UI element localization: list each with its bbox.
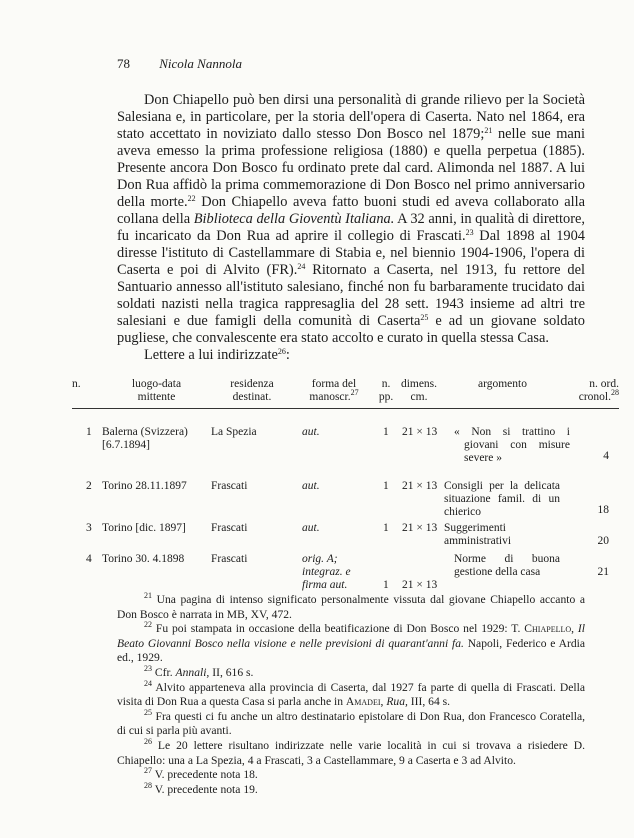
- footnote-ref: 22: [187, 194, 196, 203]
- cell-argomento: Consigli per la delicata situazione famil. di un chierico: [444, 480, 560, 518]
- italic-text: Biblioteca della Gioventù Italiana.: [193, 211, 395, 227]
- cell-argomento: Norme di buona gestione della casa: [454, 553, 560, 578]
- footnote-ref: 21: [484, 126, 493, 135]
- header-n: n.: [72, 378, 81, 390]
- header-nord: [567, 378, 619, 404]
- body-text: [117, 92, 585, 364]
- cell-residenza: La Spezia: [211, 426, 257, 438]
- header-dimens: dimens. cm.: [400, 378, 438, 403]
- header-forma-label: forma del manoscr.: [309, 378, 357, 403]
- author-name: Amadei: [345, 695, 381, 709]
- cell-pp: 1: [383, 522, 389, 534]
- cell-argomento: Suggerimenti amministrativi: [444, 522, 512, 547]
- cell-dimens: 21 × 13: [402, 480, 438, 492]
- footnote: $^{28}$ V. precedente nota 19.: [144, 780, 258, 796]
- table-row: [72, 426, 619, 480]
- italic-text: Rua,: [386, 695, 408, 709]
- cell-n: 4: [86, 553, 92, 565]
- header-nord-label: n. ord. cronol.: [578, 378, 619, 403]
- letters-intro: Lettere a lui indirizzate$^{26}$:: [144, 347, 290, 363]
- letters-table: [72, 378, 619, 597]
- cell-forma: aut.: [302, 426, 320, 438]
- cell-nord: 18: [597, 504, 609, 516]
- footnote-ref: 23: [465, 228, 474, 237]
- footnote: $^{23}$ Cfr. Annali, II, 616 s.: [144, 663, 254, 679]
- running-header: [117, 56, 242, 72]
- header-luogo: luogo-data mittente: [131, 378, 182, 403]
- footnote: $^{27}$ V. precedente nota 18.: [144, 766, 258, 782]
- cell-argomento: « Non si trattino i giovani con misure severe »: [454, 426, 570, 464]
- header-forma: [298, 378, 370, 404]
- footnote: $^{22}$ Fu poi stampata in occasione della beatificazione di Don Bosco nel 1929: T. Chiapello, Il Beato Giovanni Bosco nella visione e nelle previsioni di quarant'anni fa. Napoli, Federico e Ardia ed., 1929.: [117, 620, 586, 665]
- cell-luogo: Balerna (Svizzera) [6.7.1894]: [102, 426, 188, 451]
- header-pp: n. pp.: [378, 378, 394, 403]
- cell-nord: 20: [597, 535, 609, 547]
- cell-dimens: 21 × 13: [402, 522, 438, 534]
- footnote-ref: 26: [144, 736, 152, 746]
- cell-luogo: Torino 30. 4.1898: [102, 553, 185, 565]
- cell-forma: aut.: [302, 480, 320, 492]
- footnote-ref: 24: [297, 262, 306, 271]
- footnote-ref: 25: [420, 313, 429, 322]
- table-row: [72, 522, 619, 553]
- cell-luogo: Torino [dic. 1897]: [102, 522, 186, 534]
- cell-nord: 4: [603, 450, 609, 462]
- footnotes: [117, 593, 585, 797]
- footnote-ref: 25: [144, 707, 152, 717]
- cell-residenza: Frascati: [211, 480, 248, 492]
- footnote-ref: 26: [277, 347, 286, 356]
- footnote-ref: 28: [144, 780, 152, 790]
- table-row: [72, 553, 619, 597]
- table-row: [72, 480, 619, 522]
- cell-n: 3: [86, 522, 92, 534]
- footnote-ref: 21: [144, 591, 152, 600]
- footnote: $^{24}$ Alvito apparteneva alla provincia di Caserta, dal 1927 fa parte di quella di Frascati. Della visita di Don Rua a questa Casa si parla anche in Amadei, Rua, III, 64 s.: [117, 678, 585, 709]
- cell-luogo: Torino 28.11.1897: [102, 480, 187, 492]
- page-number: 78: [117, 56, 130, 71]
- footnote-ref: 23: [144, 663, 152, 673]
- cell-residenza: Frascati: [211, 522, 248, 534]
- cell-n: 2: [86, 480, 92, 492]
- header-nord-note: 28: [611, 388, 619, 397]
- footnote-ref: 27: [144, 766, 152, 776]
- cell-pp: 1: [383, 480, 389, 492]
- italic-text: Annali,: [175, 665, 210, 679]
- header-forma-note: 27: [350, 388, 359, 397]
- cell-dimens: 21 × 13: [402, 426, 438, 438]
- cell-pp: 1: [383, 579, 389, 591]
- cell-forma: orig. A; integraz. e firma aut.: [302, 553, 351, 591]
- italic-text: Il Beato Giovanni Bosco nella visione e nelle previsioni di quarant'anni fa.: [117, 622, 586, 650]
- header-argomento: argomento: [478, 378, 527, 390]
- cell-n: 1: [86, 426, 92, 438]
- running-author: Nicola Nannola: [159, 56, 242, 71]
- cell-pp: 1: [383, 426, 389, 438]
- footnote: $^{21}$ Una pagina di intenso significato personalmente vissuta dal giovane Chiapello accanto a Don Bosco è narrata in MB, XV, 472.: [117, 591, 585, 621]
- cell-dimens: 21 × 13: [402, 579, 438, 591]
- cell-forma: aut.: [302, 522, 320, 534]
- table-header: [72, 378, 619, 409]
- body-paragraph: Don Chiapello può ben dirsi una personalità di grande rilievo per la Società Salesiana e, in particolare, per la storia dell'opera di Caserta. Nato nel 1864, era stato accettato in noviziato dallo stesso Don Bosco nel 1879;$^{21}$ nelle sue mani aveva emesso la prima professione religiosa (1880) e quella perpetua (1885). Presente ancora Don Bosco fu ordinato prete dal card. Alimonda nel 1887. A lui Don Rua affidò la prima commemorazione di Don Bosco nel primo anniversario della morte.$^{22}$ Don Chiapello aveva fatto buoni studi ed aveva collaborato alla collana della Biblioteca della Gioventù Italiana. A 32 anni, in qualità di direttore, fu incaricato da Don Rua ad aprire il collegio di Frascati.$^{23}$ Dal 1898 al 1904 diresse l'istituto di Castellammare di Stabia e, nel biennio 1904-1906, l'opera di Caserta e poi di Alvito (FR).$^{24}$ Ritornato a Caserta, nel 1913, fu rettore del Santuario annesso all'istituto salesiano, finché non fu barbaramente trucidato dai soldati nazisti nella tragica rappresaglia del 28 sett. 1943 insieme ad altri tre salesiani e due famigli della comunità di Caserta$^{25}$ e ad un giovane soldato pugliese, che convalescente era stato accolto e curato in quella stessa Casa.: [117, 92, 586, 346]
- footnote: $^{25}$ Fra questi ci fu anche un altro destinatario epistolare di Don Rua, don Francesco Coratella, di cui si parla più avanti.: [117, 707, 585, 738]
- footnote-ref: 24: [144, 678, 152, 688]
- author-name: Chiapello: [524, 622, 572, 636]
- header-residenza: residenza destinat.: [230, 378, 274, 403]
- footnote-ref: 22: [144, 620, 152, 630]
- cell-residenza: Frascati: [211, 553, 248, 565]
- footnote: $^{26}$ Le 20 lettere risultano indirizzate nelle varie località in cui si trovava a risiedere D. Chiapello: una a La Spezia, 4 a Frascati, 3 a Castellammare, 9 a Caserta e 3 ad Alvito.: [117, 736, 585, 767]
- cell-nord: 21: [597, 566, 609, 578]
